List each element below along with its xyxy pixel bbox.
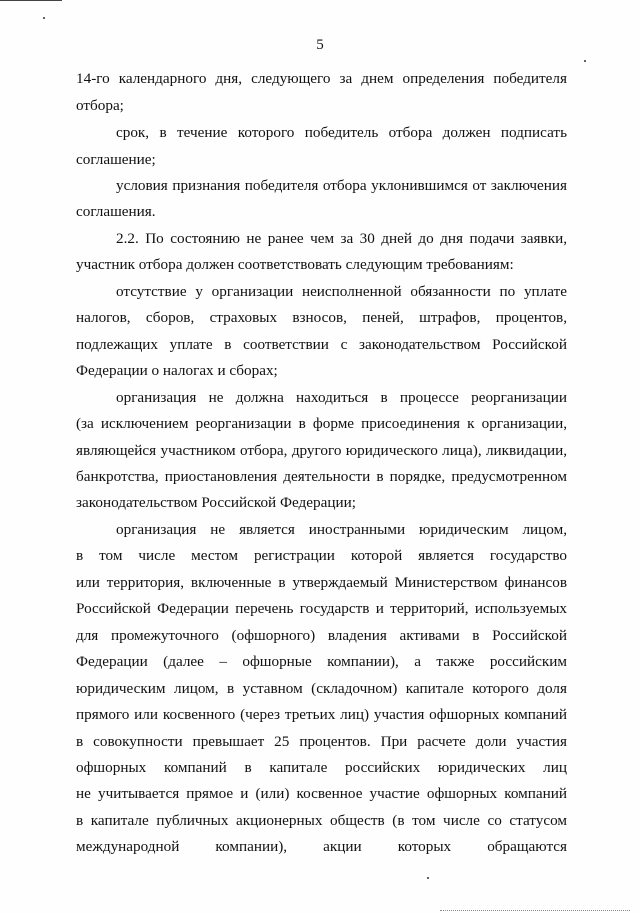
text-line: банкротства, приостановления деятельности в порядке, предусмотренном bbox=[76, 468, 567, 485]
text-line: или территория, включенные в утверждаемый Министерством финансов bbox=[76, 574, 567, 591]
text-line: прямого или косвенного (через третьих лиц) участия офшорных компаний bbox=[76, 706, 567, 723]
text-line: участник отбора должен соответствовать следующим требованиям: bbox=[76, 256, 514, 273]
text-line: Федерации о налогах и сборах; bbox=[76, 362, 278, 379]
text-line: не учитывается прямое и (или) косвенное участие офшорных компаний bbox=[76, 785, 567, 802]
text-line: организация не является иностранными юридическим лицом, bbox=[116, 521, 567, 538]
text-line: 2.2. По состоянию не ранее чем за 30 дней до дня подачи заявки, bbox=[116, 230, 567, 247]
text-line: Федерации (далее – офшорные компании), а также российским bbox=[76, 653, 567, 670]
text-line: Российской Федерации перечень государств и территорий, используемых bbox=[76, 600, 567, 617]
text-line: для промежуточного (офшорного) владения активами в Российской bbox=[76, 627, 567, 644]
page-number: 5 bbox=[316, 37, 324, 53]
text-line: срок, в течение которого победитель отбора должен подписать bbox=[116, 124, 567, 141]
text-line: соглашения. bbox=[76, 203, 156, 220]
scan-speck bbox=[43, 17, 45, 19]
text-line: подлежащих уплате в соответствии с законодательством Российской bbox=[76, 336, 567, 353]
text-line: соглашение; bbox=[76, 151, 156, 168]
scan-edge-mark bbox=[440, 908, 630, 911]
text-line: (за исключением реорганизации в форме присоединения к организации, bbox=[76, 415, 567, 432]
text-line: 14-го календарного дня, следующего за днем определения победителя bbox=[76, 70, 567, 87]
text-line: отсутствие у организации неисполненной обязанности по уплате bbox=[116, 283, 567, 300]
text-line: в том числе местом регистрации которой является государство bbox=[76, 547, 567, 564]
text-line: в совокупности превышает 25 процентов. При расчете доли участия bbox=[76, 733, 567, 750]
scan-speck bbox=[584, 60, 586, 62]
text-line: международной компании), акции которых обращаются bbox=[76, 838, 567, 855]
scan-edge-mark bbox=[0, 0, 62, 1]
text-line: являющейся участником отбора, другого юридического лица), ликвидации, bbox=[76, 442, 567, 459]
text-line: законодательством Российской Федерации; bbox=[76, 494, 356, 511]
text-line: в капитале публичных акционерных обществ (в том числе со статусом bbox=[76, 812, 567, 829]
text-line: офшорных компаний в капитале российских юридических лиц bbox=[76, 759, 567, 776]
text-line: налогов, сборов, страховых взносов, пеней, штрафов, процентов, bbox=[76, 309, 567, 326]
text-line: условия признания победителя отбора уклонившимся от заключения bbox=[116, 177, 567, 194]
text-line: юридическим лицом, в уставном (складочном) капитале которого доля bbox=[76, 680, 567, 697]
text-line: отбора; bbox=[76, 97, 124, 114]
scan-speck bbox=[427, 877, 429, 879]
text-line: организация не должна находиться в процессе реорганизации bbox=[116, 389, 567, 406]
